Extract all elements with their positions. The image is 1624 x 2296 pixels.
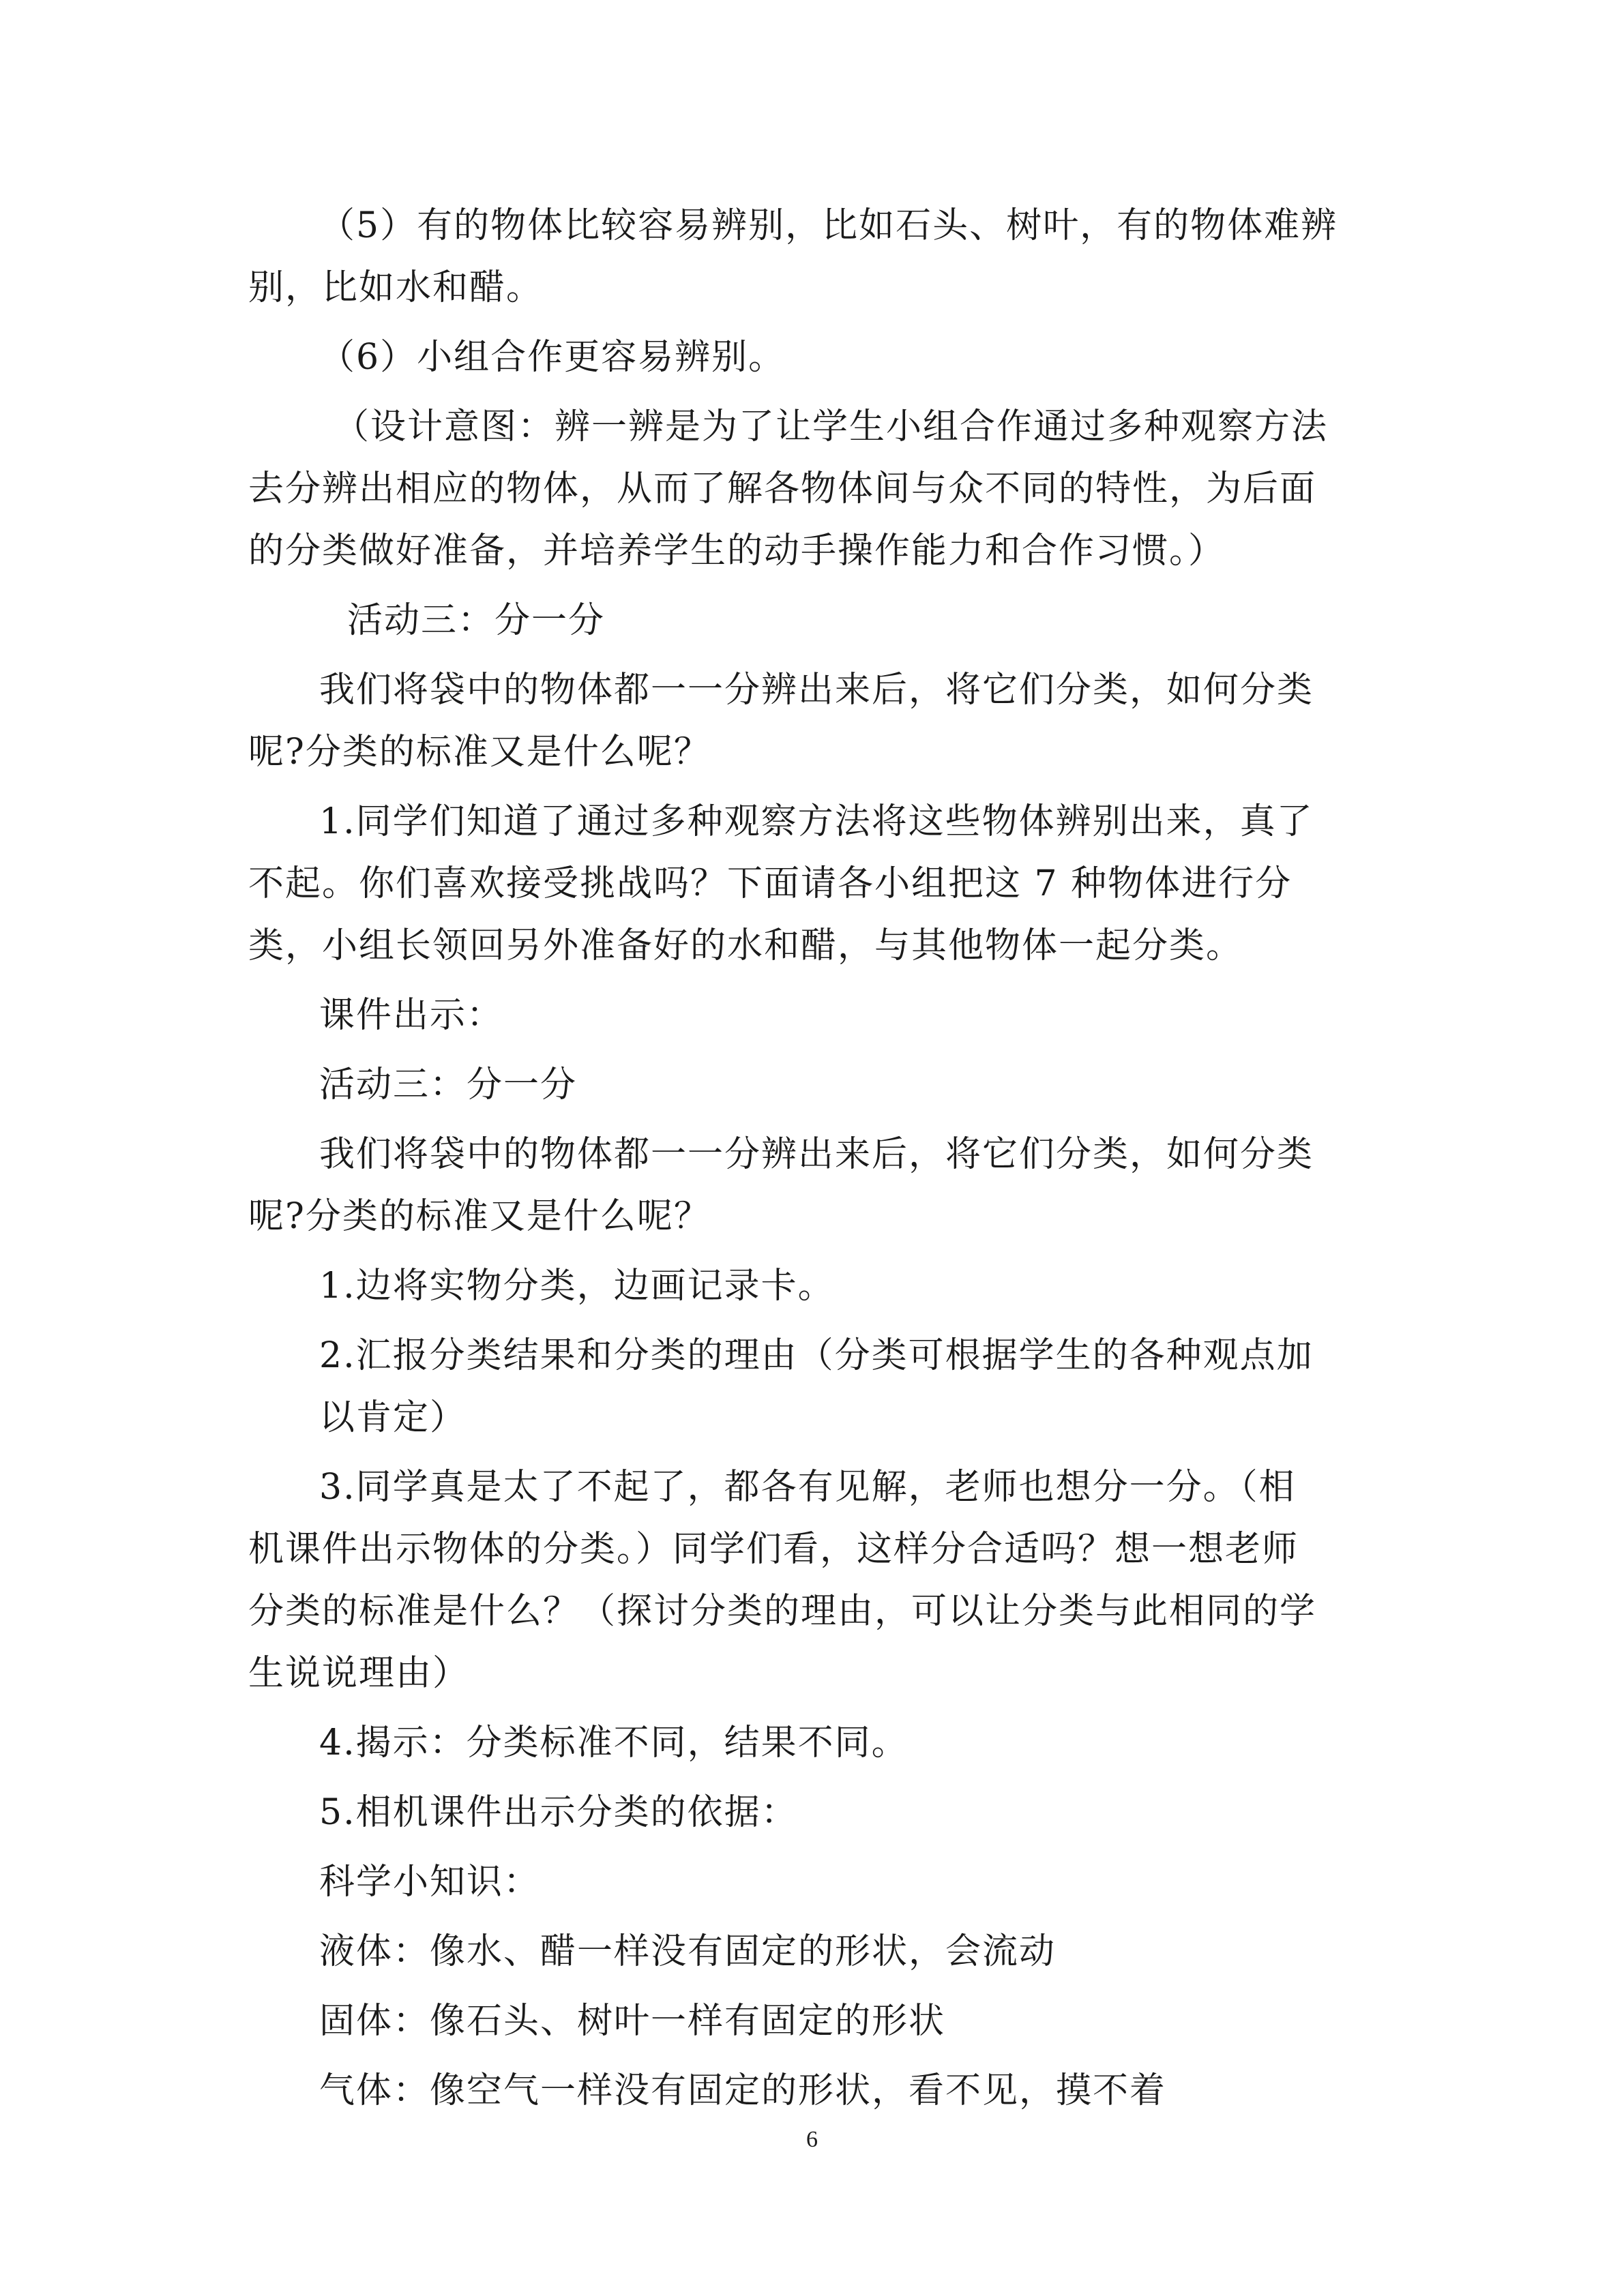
paragraph-line: 生说说理由） (248, 1653, 470, 1694)
paragraph-line: 去分辨出相应的物体，从而了解各物体间与众不同的特性，为后面 (248, 468, 1317, 509)
section-heading: 活动三：分一分 (319, 1064, 578, 1105)
paragraph-line: （设计意图：辨一辨是为了让学生小组合作通过多种观察方法 (334, 406, 1329, 447)
paragraph-line: 气体：像空气一样没有固定的形状，看不见，摸不着 (319, 2070, 1167, 2111)
paragraph-line: 2.汇报分类结果和分类的理由（分类可根据学生的各种观点加 (319, 1335, 1314, 1376)
paragraph-line: 我们将袋中的物体都一一分辨出来后，将它们分类，如何分类 (319, 1134, 1314, 1175)
paragraph-line: 机课件出示物体的分类。）同学们看，这样分合适吗？想一想老师 (248, 1529, 1299, 1570)
section-heading: 活动三：分一分 (347, 600, 606, 641)
paragraph-line: （5）有的物体比较容易辨别，比如石头、树叶，有的物体难辨 (319, 205, 1338, 246)
paragraph-line: 3.同学真是太了不起了，都各有见解，老师也想分一分。（相 (319, 1467, 1296, 1508)
paragraph-line: 固体：像石头、树叶一样有固定的形状 (319, 2001, 946, 2042)
paragraph-line: 呢?分类的标准又是什么呢？ (248, 1196, 711, 1237)
document-body (248, 206, 1359, 2111)
paragraph-line: 课件出示： (319, 995, 504, 1036)
paragraph-line: 液体：像水、醋一样没有固定的形状，会流动 (319, 1931, 1057, 1972)
paragraph-line: 我们将袋中的物体都一一分辨出来后，将它们分类，如何分类 (319, 670, 1314, 711)
paragraph-line: 别，比如水和醋。 (248, 267, 544, 308)
paragraph-line: 不起。你们喜欢接受挑战吗？下面请各小组把这 7 种物体进行分 (248, 863, 1293, 904)
paragraph-line: 4.揭示：分类标准不同，结果不同。 (319, 1723, 909, 1763)
paragraph-line: 呢?分类的标准又是什么呢？ (248, 732, 711, 773)
paragraph-line: 的分类做好准备，并培养学生的动手操作能力和合作习惯。） (248, 531, 1226, 571)
paragraph-line: 5.相机课件出示分类的依据： (319, 1792, 798, 1833)
paragraph-line: 1.边将实物分类，边画记录卡。 (319, 1266, 835, 1307)
paragraph-line: 以肯定） (319, 1397, 467, 1438)
paragraph-line: 分类的标准是什么？（探讨分类的理由，可以让分类与此相同的学 (248, 1591, 1317, 1632)
paragraph-line: 科学小知识： (319, 1862, 541, 1903)
paragraph-line: 类，小组长领回另外准备好的水和醋，与其他物体一起分类。 (248, 925, 1243, 966)
page-number: 6 (806, 2127, 818, 2152)
paragraph-line: 1.同学们知道了通过多种观察方法将这些物体辨别出来，真了 (319, 801, 1314, 842)
paragraph-line: （6）小组合作更容易辨别。 (319, 337, 786, 378)
